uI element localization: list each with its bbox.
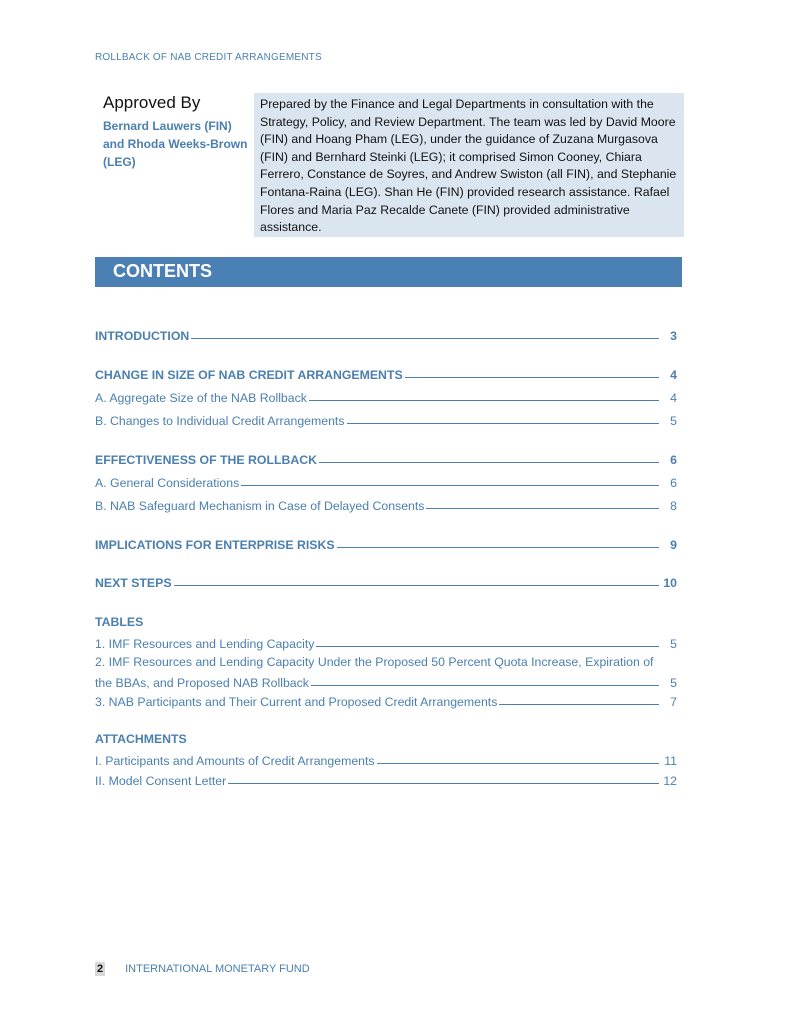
page-footer (95, 962, 310, 976)
toc-leader (337, 547, 659, 548)
toc-entry-table-3[interactable] (95, 691, 677, 709)
toc-leader (228, 783, 659, 784)
toc-page: 5 (670, 676, 677, 690)
toc-label: INTRODUCTION (95, 329, 190, 343)
toc-label: A. Aggregate Size of the NAB Rollback (95, 391, 307, 405)
toc-leader (241, 485, 659, 486)
toc-page: 7 (670, 695, 677, 709)
toc-leader (499, 704, 659, 705)
toc-entry-effectiveness[interactable] (95, 449, 677, 467)
toc-page: 5 (670, 637, 677, 651)
toc-entry-attachment-2[interactable] (95, 770, 677, 788)
toc-attachments-heading: ATTACHMENTS (95, 732, 187, 746)
toc-page: 5 (670, 414, 677, 428)
toc-page: 3 (670, 329, 677, 343)
approved-by-names: Bernard Lauwers (FIN) and Rhoda Weeks-Brown (LEG) (103, 119, 248, 169)
toc-entry-attachment-1[interactable] (95, 750, 677, 768)
toc-label: B. NAB Safeguard Mechanism in Case of Delayed Consents (95, 499, 425, 513)
toc-page: 12 (663, 774, 677, 788)
toc-entry-individual-arrangements[interactable] (95, 410, 677, 428)
prepared-by-box: Prepared by the Finance and Legal Departments in consultation with the Strategy, Policy, and Review Department. The team was led by David Moore (FIN) and Hoang Pham (LEG), under the guidance of Zuzana Murgasova (FIN) and Bernhard Steinki (LEG); it comprised Simon Cooney, Chiara Ferrero, Constance de Soyres, and Andrew Swiston (all FIN), and Stephanie Fontana-Raina (LEG). Shan He (FIN) provided research assistance. Rafael Flores and Maria Paz Recalde Canete (FIN) provided administrative assistance. (254, 93, 684, 237)
toc-label: 1. IMF Resources and Lending Capacity (95, 637, 315, 651)
approved-by-title: Approved By (103, 93, 201, 112)
approved-by-block (95, 93, 255, 171)
toc-label: the BBAs, and Proposed NAB Rollback (95, 676, 309, 690)
toc-label: A. General Considerations (95, 476, 240, 490)
toc-label: CHANGE IN SIZE OF NAB CREDIT ARRANGEMENTS (95, 368, 403, 382)
toc-label: NEXT STEPS (95, 576, 172, 590)
toc-page: 4 (670, 368, 677, 382)
toc-entry-general-considerations[interactable] (95, 472, 677, 490)
toc-leader (316, 646, 659, 647)
toc-label: I. Participants and Amounts of Credit Arrangements (95, 754, 375, 768)
toc-label: II. Model Consent Letter (95, 774, 227, 788)
toc-page: 4 (670, 391, 677, 405)
toc-label: EFFECTIVENESS OF THE ROLLBACK (95, 453, 318, 467)
toc-page: 6 (670, 453, 677, 467)
toc-label: B. Changes to Individual Credit Arrangements (95, 414, 345, 428)
footer-org: INTERNATIONAL MONETARY FUND (125, 963, 310, 975)
toc-entry-safeguard-mechanism[interactable] (95, 495, 677, 513)
toc-entry-next-steps[interactable] (95, 572, 677, 590)
toc-entry-change-in-size[interactable] (95, 364, 677, 382)
running-header: ROLLBACK OF NAB CREDIT ARRANGEMENTS (95, 52, 322, 63)
toc-leader (174, 585, 659, 586)
toc-entry-implications[interactable] (95, 534, 677, 552)
toc-leader (426, 508, 659, 509)
toc-leader (319, 462, 659, 463)
toc-entry-introduction[interactable] (95, 325, 677, 343)
toc-leader (191, 338, 659, 339)
toc-label: 3. NAB Participants and Their Current and Proposed Credit Arrangements (95, 695, 498, 709)
toc-leader (377, 763, 659, 764)
toc-entry-table-2[interactable] (95, 672, 677, 690)
contents-title: CONTENTS (95, 257, 682, 287)
toc-page: 11 (664, 754, 677, 768)
toc-page: 9 (670, 538, 677, 552)
page-number: 2 (97, 963, 104, 975)
toc-tables-heading: TABLES (95, 615, 144, 629)
toc-page: 8 (670, 499, 677, 513)
toc-leader (309, 400, 659, 401)
toc-page: 10 (663, 576, 677, 590)
toc-leader (347, 423, 660, 424)
toc-entry-aggregate-size[interactable] (95, 387, 677, 405)
toc-leader (405, 377, 659, 378)
toc-entry-table-1[interactable] (95, 633, 677, 651)
toc-entry-table-2-line1[interactable]: 2. IMF Resources and Lending Capacity Under the Proposed 50 Percent Quota Increase, Expiration of (95, 655, 654, 669)
toc-label: IMPLICATIONS FOR ENTERPRISE RISKS (95, 538, 335, 552)
toc-leader (311, 685, 659, 686)
toc-page: 6 (670, 476, 677, 490)
